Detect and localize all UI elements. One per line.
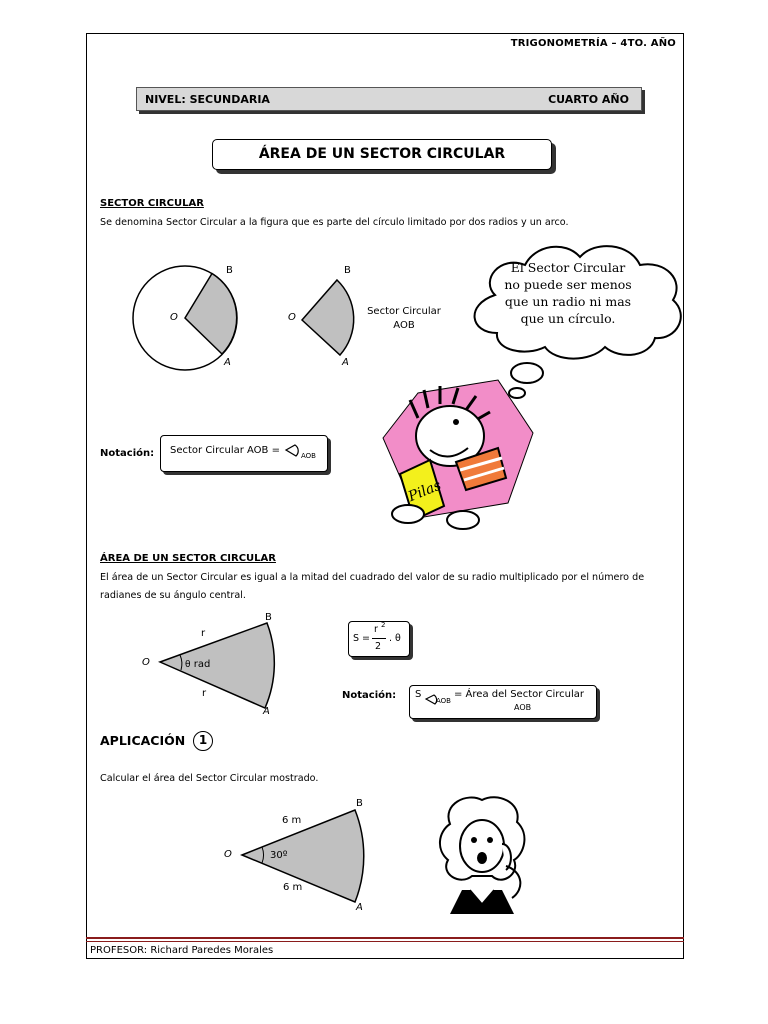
application-number-badge: 1: [193, 731, 213, 751]
fig4-label-o: O: [224, 849, 232, 860]
cloud-line3: que un radio ni mas: [504, 294, 632, 309]
fig4-label-b: B: [356, 798, 363, 809]
formula-tail: . θ: [389, 633, 401, 644]
fig1-label-o: O: [170, 312, 178, 323]
fig3-angle: [185, 659, 210, 670]
year-label: CUARTO AÑO: [548, 93, 629, 106]
cartoon-boy-icon: [378, 378, 538, 536]
formula-fraction-bar: [372, 638, 386, 639]
worried-person-icon: [432, 794, 532, 916]
application-sector-figure: [230, 800, 375, 910]
fig4-angle: 30º: [270, 850, 288, 861]
cloud-line2: no puede ser menos: [504, 277, 632, 292]
circle-sector-figure: [120, 258, 260, 378]
section-heading-area: ÁREA DE UN SECTOR CIRCULAR: [100, 553, 276, 564]
fig3-label-b: B: [265, 612, 272, 623]
formula-box: [348, 621, 410, 657]
notation2-s: S: [415, 689, 422, 700]
fig1-label-b: B: [226, 265, 233, 276]
course-header: TRIGONOMETRÍA – 4TO. AÑO: [510, 38, 676, 49]
notation2-under: AOB: [514, 703, 532, 712]
notation1-text: Sector Circular AOB =: [170, 445, 280, 456]
notation2-subscript: AOB: [436, 697, 451, 705]
area-definition-line1: El área de un Sector Circular es igual a la mitad del cuadrado del valor de su radio multiplicado por el número de: [100, 572, 645, 583]
fig2-label-a: A: [342, 357, 349, 368]
cloud-line4: que un círculo.: [520, 311, 616, 326]
footer-professor: PROFESOR: Richard Paredes Morales: [90, 945, 274, 956]
notation2-text: = Área del Sector Circular: [454, 689, 585, 700]
fig4-side1: 6 m: [282, 815, 302, 826]
fig3-label-o: O: [142, 657, 150, 668]
isolated-sector-figure: [290, 270, 370, 370]
book-text: Pilas: [406, 477, 444, 506]
formula-denominator: 2: [375, 641, 382, 652]
fig2-label-o: O: [288, 312, 296, 323]
notation-box-2: [409, 685, 597, 719]
fig2-caption: [364, 306, 444, 331]
notation-box-1: [160, 435, 328, 472]
notation1-subscript: AOB: [301, 452, 316, 460]
area-definition-line2: radianes de su ángulo central.: [100, 590, 246, 601]
fig1-label-a: A: [224, 357, 231, 368]
notation-label-1: Notación:: [100, 448, 155, 459]
level-label: NIVEL: SECUNDARIA: [145, 93, 270, 106]
footer-rule-bottom: [86, 941, 684, 942]
application-prompt: Calcular el área del Sector Circular mostrado.: [100, 773, 319, 784]
formula-exponent: 2: [381, 621, 386, 629]
fig2-caption-line2: AOB: [393, 320, 415, 331]
fig2-label-b: B: [344, 265, 351, 276]
notation-label-2: Notación:: [342, 690, 397, 701]
sector-definition: Se denomina Sector Circular a la figura que es parte del círculo limitado por dos radios y un arco.: [100, 217, 569, 228]
fig3-label-a: A: [263, 706, 270, 717]
area-definition: [100, 569, 672, 605]
application-label: APLICACIÓN: [100, 733, 186, 748]
level-bar: [136, 87, 642, 111]
formula-lhs: S =: [353, 633, 371, 644]
fig4-label-a: A: [356, 902, 363, 913]
section-heading-sector: SECTOR CIRCULAR: [100, 198, 204, 209]
fig3-label-r1: r: [201, 628, 206, 639]
sector-symbol-icon: [284, 444, 300, 458]
cloud-text: [478, 259, 658, 327]
fig3-theta: θ: [185, 660, 191, 670]
fig2-caption-line1: Sector Circular: [367, 306, 441, 317]
fig3-rad: rad: [193, 659, 211, 670]
fig4-side2: 6 m: [283, 882, 303, 893]
cloud-line1: El Sector Circular: [510, 260, 626, 275]
page-title: ÁREA DE UN SECTOR CIRCULAR: [212, 139, 552, 170]
fig3-label-r2: r: [202, 688, 207, 699]
footer-rule-top: [86, 937, 684, 939]
formula-numerator: r: [374, 624, 378, 635]
